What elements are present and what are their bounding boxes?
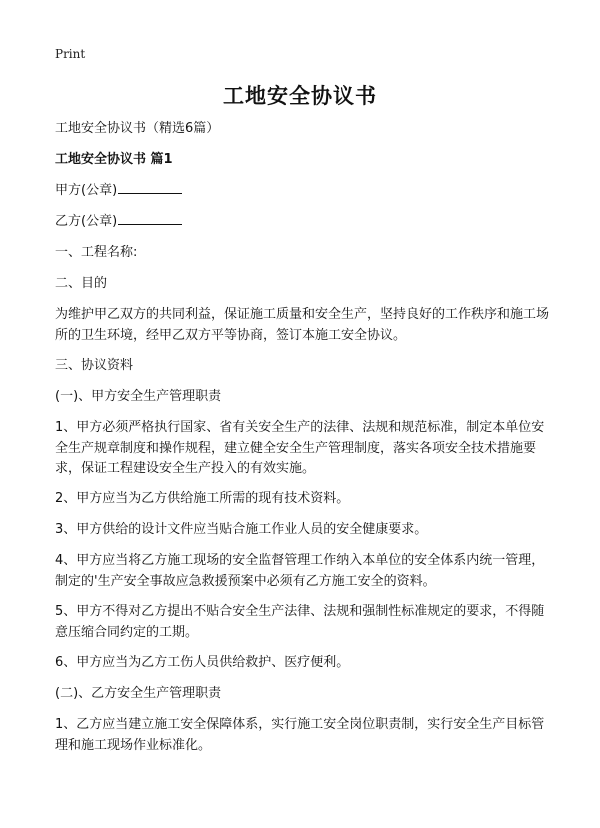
- subsection-party-a-duties: (一)、甲方安全生产管理职责: [55, 389, 222, 404]
- item-purpose: 二、目的: [55, 276, 108, 291]
- party-a-label: 甲方(公章): [55, 183, 118, 198]
- party-a-clause-1: 1、甲方必须严格执行国家、省有关安全生产的法律、法规和规范标准，制定本单位安全生产规章制度和操作规程，建立健全安全生产管理制度，落实各项安全技术措施要求，保证工程建设安全生产投入的有效实施。: [55, 420, 545, 476]
- party-a-clause-4: 4、甲方应当将乙方施工现场的安全监督管理工作纳入本单位的安全体系内统一管理，制定的'生产安全事故应急救援预案中必须有乙方施工安全的资料。: [55, 553, 545, 589]
- party-a-clause-2: 2、甲方应当为乙方供给施工所需的现有技术资料。: [55, 491, 350, 506]
- purpose-paragraph: 为维护甲乙双方的共同利益，保证施工质量和安全生产，坚持良好的工作秩序和施工场所的卫生环境，经甲乙双方平等协商，签订本施工安全协议。: [55, 307, 550, 343]
- subsection-party-b-duties: (二)、乙方安全生产管理职责: [55, 686, 222, 701]
- party-a-signature-blank: [118, 181, 182, 194]
- item-agreement-content: 三、协议资料: [55, 358, 134, 373]
- party-b-clause-1: 1、乙方应当建立施工安全保障体系，实行施工安全岗位职责制，实行安全生产目标管理和施工现场作业标准化。: [55, 717, 545, 753]
- document-subtitle: 工地安全协议书（精选6篇）: [55, 121, 220, 136]
- party-b-signature-blank: [118, 212, 182, 225]
- print-label: Print: [55, 47, 86, 61]
- document-title: 工地安全协议书: [223, 84, 377, 108]
- party-b-label: 乙方(公章): [55, 214, 118, 229]
- party-a-clause-3: 3、甲方供给的设计文件应当贴合施工作业人员的安全健康要求。: [55, 522, 428, 537]
- party-a-line: [55, 181, 554, 201]
- party-a-clause-5: 5、甲方不得对乙方提出不贴合安全生产法律、法规和强制性标准规定的要求，不得随意压缩合同约定的工期。: [55, 604, 545, 640]
- party-a-clause-6: 6、甲方应当为乙方工伤人员供给救护、医疗便利。: [55, 655, 350, 670]
- section-heading: 工地安全协议书 篇1: [55, 152, 173, 167]
- item-project-name: 一、工程名称:: [55, 245, 138, 260]
- party-b-line: [55, 212, 554, 232]
